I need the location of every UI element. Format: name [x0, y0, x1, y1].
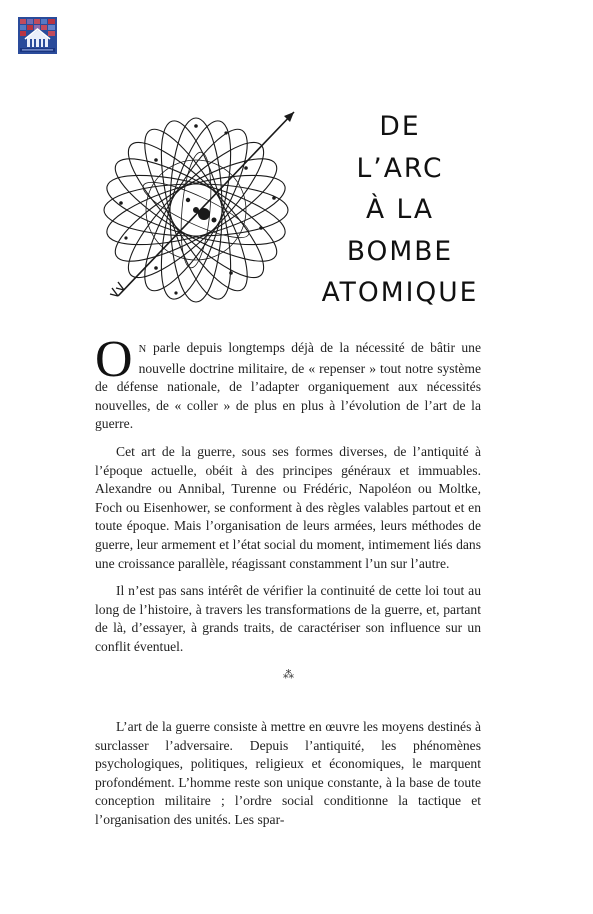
- section-separator: ⁂: [283, 668, 293, 681]
- paragraph-2: Cet art de la guerre, sous ses formes diverses, de l’antiquité à l’époque actuelle, obéit à des principes généraux et immuables. Alexandre ou Annibal, Turenne ou Frédéric, Napoléon ou Moltke, Foch ou Eisenhower, se conforment à des règles valables partout et en toute époque. Mais l’organisation de leurs armées, leurs méthodes de guerre, leur armement et l’état social du moment, intimement liés dans une croissance parallèle, réagissant constamment l’un sur l’autre.: [95, 443, 481, 571]
- title-line: DE: [379, 111, 421, 142]
- small-cap: N: [138, 344, 147, 355]
- rosette-arrow-illustration: [96, 98, 302, 308]
- article-body: [95, 331, 481, 839]
- paragraph-1: [95, 331, 481, 434]
- drop-cap: O: [95, 331, 133, 388]
- title-line: BOMBE: [346, 235, 454, 267]
- title-line: L’ARC: [356, 152, 444, 184]
- paragraph-3: Il n’est pas sans intérêt de vérifier la continuité de cette loi tout au long de l’histoire, à travers les transformations de la guerre, et, partant de là, d’essayer, à grands traits, de caractériser son influence sur un conflit éventuel.: [95, 583, 481, 654]
- title-line: À LA: [365, 194, 435, 225]
- page-title: [300, 106, 500, 314]
- paragraph-4: L’art de la guerre consiste à mettre en œuvre les moyens destinés à surclasser l’adversaire. Depuis l’antiquité, les phénomènes psychologiques, politiques, religieux et économiques, le marquent profondément. L’homme reste son unique constante, à la base de toute conception militaire ; l’ordre social conditionne la tactique et l’organisation des unités. Les spar-: [95, 719, 481, 828]
- title-line: ATOMIQUE: [321, 277, 479, 308]
- paragraph-text: parle depuis longtemps déjà de la nécessité de bâtir une nouvelle doctrine militaire, de « repenser » tout notre système de défense nationale, de l’adapter organiquement aux nécessités nouvelles, de « coller » de plus en plus à l’évolution de l’art de la guerre.: [95, 340, 481, 432]
- logo-icon: [18, 17, 57, 54]
